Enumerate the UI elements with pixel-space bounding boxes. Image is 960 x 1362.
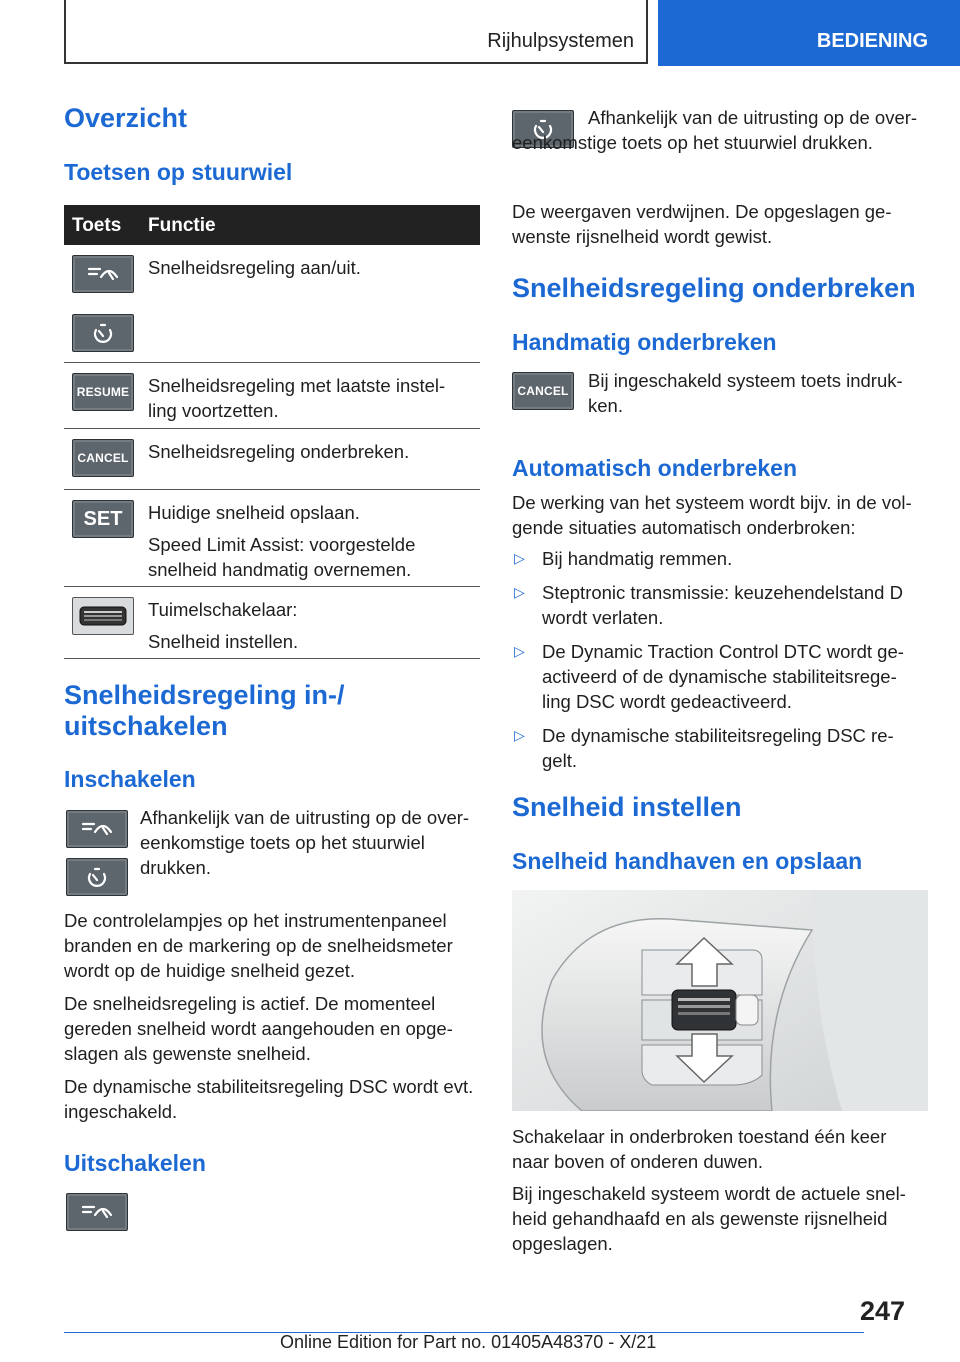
list-item	[512, 546, 928, 571]
key-label: SET	[83, 507, 123, 530]
paragraph: De snelheidsregeling is actief. De momenteel gereden snelheid wordt aangehouden en opge- slagen als gewenste snelheid.	[64, 993, 453, 1064]
list-item-text: De dynamische stabiliteitsregeling DSC re- gelt.	[542, 725, 894, 771]
cancel-key-icon	[512, 372, 574, 410]
row-text: Tuimelschakelaar:	[148, 599, 298, 620]
heading-automatisch: Automatisch onderbreken	[512, 455, 797, 481]
paragraph: Afhankelijk van de uitrusting op de over- eenkomstige toets op het stuurwiel drukken.	[140, 807, 470, 878]
section-title: Rijhulpsystemen	[487, 30, 634, 52]
row-description	[148, 597, 478, 661]
heading-inschakelen: Inschakelen	[64, 766, 196, 792]
key-label: RESUME	[76, 385, 130, 399]
row-text: Snelheidsregeling met laatste instel- ling voortzetten.	[148, 375, 446, 421]
table-row	[64, 587, 480, 659]
speed-control-icon	[72, 255, 134, 293]
paragraph: Bij ingeschakeld systeem wordt de actuele snel- heid gehandhaafd en als gewenste rijsnelheid opgeslagen.	[512, 1183, 906, 1254]
heading-handmatig: Handmatig onderbreken	[512, 329, 777, 355]
key-label: CANCEL	[77, 451, 129, 465]
paragraph: De weergaven verdwijnen. De opgeslagen ge- wenste rijsnelheid wordt gewist.	[512, 201, 892, 247]
key-label: CANCEL	[517, 384, 569, 398]
table-row	[64, 245, 480, 363]
row-text: Snelheid instellen.	[148, 631, 299, 652]
row-description	[148, 373, 478, 430]
heading-handhaven: Snelheid handhaven en opslaan	[512, 848, 863, 874]
table-row	[64, 363, 480, 429]
triangle-bullet-icon: ▷	[514, 643, 525, 659]
paragraph: Afhankelijk van de uitrusting op de over- eenkomstige toets op het stuurwiel drukken.	[512, 107, 918, 153]
column-header-function: Functie	[148, 215, 216, 236]
row-text: Snelheidsregeling aan/uit.	[148, 257, 361, 278]
list-item	[512, 639, 928, 714]
chapter-tab-label: BEDIENING	[816, 30, 928, 52]
paragraph: Bij ingeschakeld systeem toets indruk- ken.	[588, 370, 903, 416]
paragraph: Schakelaar in onderbroken toestand één keer naar boven of onderen duwen.	[512, 1126, 887, 1172]
steering-wheel-controls-image	[512, 890, 928, 1111]
table-row	[64, 490, 480, 587]
row-text: Speed Limit Assist: voorgestelde snelheid handmatig overnemen.	[148, 534, 416, 580]
speed-gauge-icon	[72, 314, 134, 352]
row-description	[148, 439, 478, 471]
table-header	[64, 205, 480, 245]
cancel-key-icon	[72, 439, 134, 477]
speed-control-icon	[66, 1193, 128, 1231]
row-text: Huidige snelheid opslaan.	[148, 502, 360, 523]
list-item	[512, 580, 928, 630]
heading-overzicht: Overzicht	[64, 103, 188, 133]
heading-in-uitschakelen: Snelheidsregeling in-/ uitschakelen	[64, 680, 345, 741]
triangle-bullet-icon: ▷	[514, 727, 525, 743]
paragraph: De werking van het systeem wordt bijv. in de vol- gende situaties automatisch onderbroken:	[512, 492, 912, 538]
triangle-bullet-icon: ▷	[514, 584, 525, 600]
paragraph: De controlelampjes op het instrumentenpaneel branden en de markering op de snelheidsmeter wordt op de huidige snelheid gezet.	[64, 910, 453, 981]
row-text: Snelheidsregeling onderbreken.	[148, 441, 410, 462]
heading-onderbreken: Snelheidsregeling onderbreken	[512, 273, 916, 303]
resume-key-icon	[72, 373, 134, 411]
triangle-bullet-icon: ▷	[514, 550, 525, 566]
paragraph: De dynamische stabiliteitsregeling DSC wordt evt. ingeschakeld.	[64, 1076, 474, 1122]
heading-instellen: Snelheid instellen	[512, 792, 742, 822]
set-key-icon	[72, 500, 134, 538]
heading-toetsen: Toetsen op stuurwiel	[64, 159, 293, 185]
page-number: 247	[860, 1296, 906, 1326]
bullet-list	[512, 546, 928, 782]
row-description	[148, 255, 478, 287]
column-header-key: Toets	[72, 215, 122, 236]
table-row	[64, 429, 480, 490]
heading-uitschakelen: Uitschakelen	[64, 1150, 206, 1176]
list-item-text: Bij handmatig remmen.	[542, 548, 733, 569]
list-item	[512, 723, 928, 773]
rocker-switch-icon	[72, 597, 134, 635]
speed-control-icon	[66, 810, 128, 848]
footer-edition: Online Edition for Part no. 01405A48370 - X/21	[280, 1332, 657, 1352]
row-description	[148, 500, 478, 589]
list-item-text: Steptronic transmissie: keuzehendelstand D wordt verlaten.	[542, 582, 903, 628]
key-function-table	[64, 205, 480, 659]
speed-gauge-icon	[66, 858, 128, 896]
list-item-text: De Dynamic Traction Control DTC wordt ge- activeerd of de dynamische stabiliteitsrege- ling DSC wordt gedeactiveerd.	[542, 641, 904, 712]
